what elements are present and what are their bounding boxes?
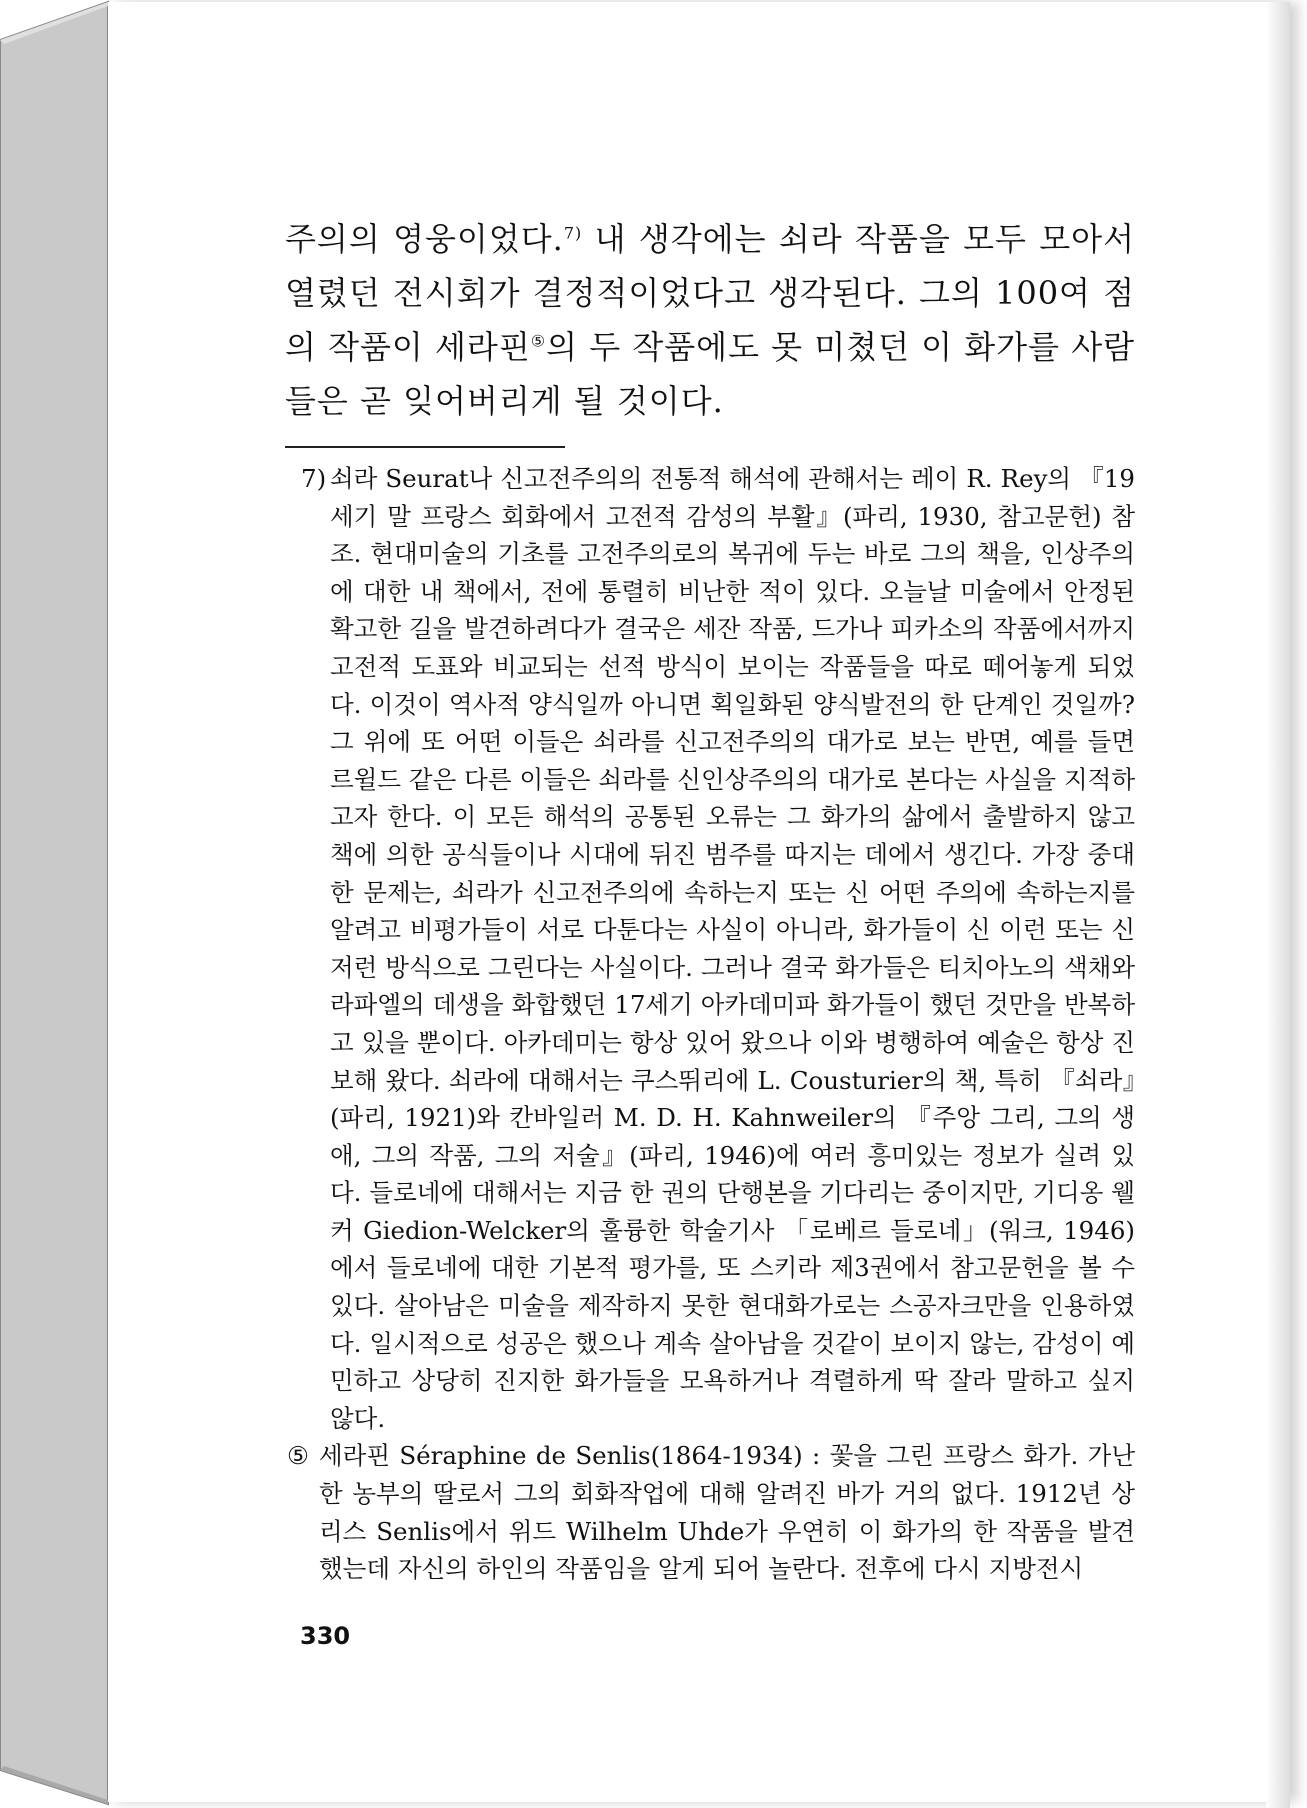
footnote-7 <box>285 460 1135 1437</box>
footnote-marker: ⑤ <box>287 1441 309 1471</box>
footnotes <box>285 460 1135 1588</box>
page-edge-shadow <box>1266 2 1290 1808</box>
footnote-ref-5: ⑤ <box>530 331 547 351</box>
book-spine <box>0 0 110 1806</box>
footnote-text: 쇠라 Seurat나 신고전주의의 전통적 해석에 관해서는 레이 R. Rey의 『19세기 말 프랑스 회화에서 고전적 감성의 부활』(파리, 1930, 참고문헌) 참조. 현대미술의 기초를 고전주의로의 복귀에 두는 바로 그의 책을, 인상주의에 대한 내 책에서, 전에 통렬히 비난한 적이 있다. 오늘날 미술에서 안정된 확고한 길을 발견하려다가 결국은 세잔 작품, 드가나 피카소의 작품에서까지 고전적 도표와 비교되는 선적 방식이 보이는 작품들을 따로 떼어놓게 되었다. 이것이 역사적 양식일까 아니면 획일화된 양식발전의 한 단계인 것일까? 그 위에 또 어떤 이들은 쇠라를 신고전주의의 대가로 보는 반면, 예를 들면 르윌드 같은 다른 이들은 쇠라를 신인상주의의 대가로 본다는 사실을 지적하고자 한다. 이 모든 해석의 공통된 오류는 그 화가의 삶에서 출발하지 않고 책에 의한 공식들이나 시대에 뒤진 범주를 따지는 데에서 생긴다. 가장 중대한 문제는, 쇠라가 신고전주의에 속하는지 또는 신 어떤 주의에 속하는지를 알려고 비평가들이 서로 다툰다는 사실이 아니라, 화가들이 신 이런 또는 신 저런 방식으로 그린다는 사실이다. 그러나 결국 화가들은 티치아노의 색채와 라파엘의 데생을 화합했던 17세기 아카데미파 화가들이 했던 것만을 반복하고 있을 뿐이다. 아카데미는 항상 있어 왔으나 이와 병행하여 예술은 항상 진보해 왔다. 쇠라에 대해서는 쿠스뛰리에 L. Cousturier의 책, 특히 『쇠라』(파리, 1921)와 칸바일러 M. D. H. Kahnweiler의 『주앙 그리, 그의 생애, 그의 작품, 그의 저술』(파리, 1946)에 여러 흥미있는 정보가 실려 있다. 들로네에 대해서는 지금 한 권의 단행본을 기다리는 중이지만, 기디옹 웰커 Giedion-Welcker의 훌륭한 학술기사 「로베르 들로네」(워크, 1946)에서 들로네에 대한 기본적 평가를, 또 스키라 제3권에서 참고문헌을 볼 수 있다. 살아남은 미술을 제작하지 못한 현대화가로는 스공자크만을 인용하였다. 일시적으로 성공은 했으나 계속 살아남을 것같이 보이지 않는, 감성이 예민하고 상당히 진지한 화가들을 모욕하거나 격렬하게 딱 잘라 말하고 싶지 않다. <box>330 464 1135 1433</box>
body-text-start: 주의의 영웅이었다. <box>285 220 564 258</box>
body-text-middle: 내 생각에는 쇠라 작품을 모두 모아서 열렸던 전시회가 결정적이었다고 생각된다. 그의 100여 점의 작품이 세라핀 <box>285 220 1136 366</box>
footnote-ref-7: 7) <box>563 223 583 243</box>
footnote-separator <box>285 446 565 448</box>
footnote-text: 세라핀 Séraphine de Senlis(1864-1934) : 꽃을 그린 프랑스 화가. 가난한 농부의 딸로서 그의 회화작업에 대해 알려진 바가 거의 없다. 1912년 상리스 Senlis에서 위드 Wilhelm Uhde가 우연히 이 화가의 한 작품을 발견했는데 자신의 하인의 작품임을 알게 되어 놀란다. 전후에 다시 지방전시 <box>319 1441 1135 1584</box>
body-text-end: 의 두 작품에도 못 미쳤던 이 화가를 사람들은 곧 잊어버리게 될 것이다. <box>285 328 1136 420</box>
footnote-5 <box>285 1437 1135 1587</box>
page-number: 330 <box>300 1622 351 1650</box>
footnote-marker: 7) <box>301 464 327 493</box>
body-paragraph <box>285 212 1135 428</box>
